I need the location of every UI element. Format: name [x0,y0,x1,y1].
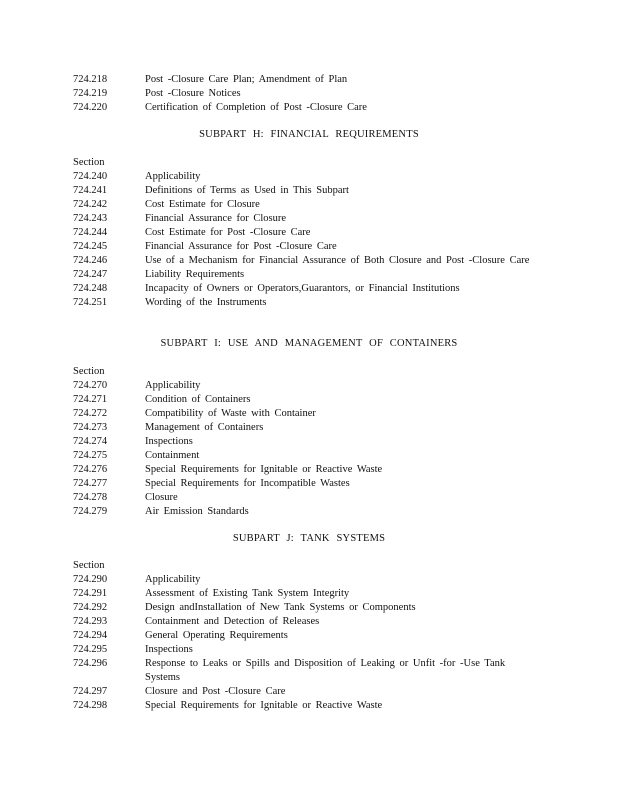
list-item [73,573,533,587]
subpart-j-heading: SUBPART J: TANK SYSTEMS [232,533,386,544]
list-item [73,240,533,254]
section-number: 724.278 [73,492,108,503]
section-title: Cost Estimate for Post -Closure Care [145,227,311,238]
section-label: Section [73,157,105,168]
list-item [73,212,533,226]
list-item [73,477,533,491]
list-item [73,505,533,519]
section-title: Use of a Mechanism for Financial Assurance of Both Closure and Post -Closure Care [145,255,530,266]
subpart-j-list [73,559,533,713]
subpart-h-heading: SUBPART H: FINANCIAL REQUIREMENTS [199,129,419,140]
list-item [73,629,533,643]
section-number: 724.245 [73,241,108,252]
section-title: Compatibility of Waste with Container [145,408,316,419]
section-number: 724.251 [73,297,108,308]
section-number: 724.219 [73,88,108,99]
section-number: 724.248 [73,283,108,294]
section-title: Liability Requirements [145,269,245,280]
section-title: Assessment of Existing Tank System Integrity [145,588,350,599]
section-title: Definitions of Terms as Used in This Subpart [145,185,349,196]
section-title: Design andInstallation of New Tank Systems or Components [145,602,416,613]
list-item [73,463,533,477]
section-title: Containment and Detection of Releases [145,616,320,627]
list-item [73,699,533,713]
section-number: 724.246 [73,255,108,266]
section-title: Applicability [145,574,201,585]
section-number: 724.297 [73,686,108,697]
section-title: Containment [145,450,200,461]
list-item [73,254,533,268]
section-title: Applicability [145,171,201,182]
section-number: 724.292 [73,602,108,613]
section-number: 724.241 [73,185,108,196]
list-item [73,379,533,393]
list-item [73,268,533,282]
section-number: 724.273 [73,422,108,433]
section-title: Wording of the Instruments [145,297,267,308]
section-title: Inspections [145,436,193,447]
list-item [73,73,533,87]
section-number: 724.291 [73,588,108,599]
subpart-h-list [73,156,533,310]
section-title: Inspections [145,644,193,655]
section-number: 724.296 [73,658,108,669]
list-item [73,449,533,463]
list-item [73,282,533,296]
list-item [73,198,533,212]
section-number: 724.275 [73,450,108,461]
section-number: 724.218 [73,74,108,85]
section-label: Section [73,560,105,571]
section-title: Cost Estimate for Closure [145,199,260,210]
section-number: 724.277 [73,478,108,489]
section-number: 724.295 [73,644,108,655]
section-number: 724.270 [73,380,108,391]
section-number: 724.244 [73,227,108,238]
list-item [73,587,533,601]
section-number: 724.290 [73,574,108,585]
section-title: Incapacity of Owners or Operators,Guarantors, or Financial Institutions [145,283,460,294]
section-title: Management of Containers [145,422,264,433]
section-title: Special Requirements for Ignitable or Reactive Waste [145,464,383,475]
list-item [73,643,533,657]
section-number: 724.276 [73,464,108,475]
section-number: 724.242 [73,199,108,210]
section-number: 724.240 [73,171,108,182]
section-title: Post -Closure Care Plan; Amendment of Plan [145,74,348,85]
section-number: 724.274 [73,436,108,447]
list-item [73,601,533,615]
section-number: 724.247 [73,269,108,280]
section-number: 724.243 [73,213,108,224]
list-item [73,407,533,421]
list-item [73,421,533,435]
section-title: Special Requirements for Incompatible Wastes [145,478,350,489]
section-title: Condition of Containers [145,394,251,405]
list-item [73,657,533,685]
section-title: Applicability [145,380,201,391]
list-item [73,615,533,629]
section-number: 724.294 [73,630,108,641]
section-number: 724.298 [73,700,108,711]
section-title: Closure [145,492,178,503]
section-number: 724.220 [73,102,108,113]
section-number: 724.272 [73,408,108,419]
section-title: General Operating Requirements [145,630,288,641]
list-item [73,184,533,198]
list-item [73,87,533,101]
section-number: 724.279 [73,506,108,517]
section-title: Air Emission Standards [145,506,249,517]
list-item [73,101,533,115]
section-title: Certification of Completion of Post -Closure Care [145,102,367,113]
list-item [73,226,533,240]
section-title: Response to Leaks or Spills and Disposition of Leaking or Unfit -for -Use Tank Systems [145,658,506,683]
section-title: Financial Assurance for Closure [145,213,287,224]
subpart-i-list [73,365,533,519]
list-item [73,170,533,184]
section-number: 724.271 [73,394,108,405]
subpart-i-heading: SUBPART I: USE AND MANAGEMENT OF CONTAINERS [160,338,458,349]
section-title: Financial Assurance for Post -Closure Care [145,241,337,252]
list-item [73,296,533,310]
section-title: Post -Closure Notices [145,88,241,99]
section-number: 724.293 [73,616,108,627]
section-title: Special Requirements for Ignitable or Reactive Waste [145,700,383,711]
list-item [73,393,533,407]
list-item [73,491,533,505]
intro-list [73,73,533,115]
section-label: Section [73,366,105,377]
list-item [73,685,533,699]
section-title: Closure and Post -Closure Care [145,686,286,697]
list-item [73,435,533,449]
